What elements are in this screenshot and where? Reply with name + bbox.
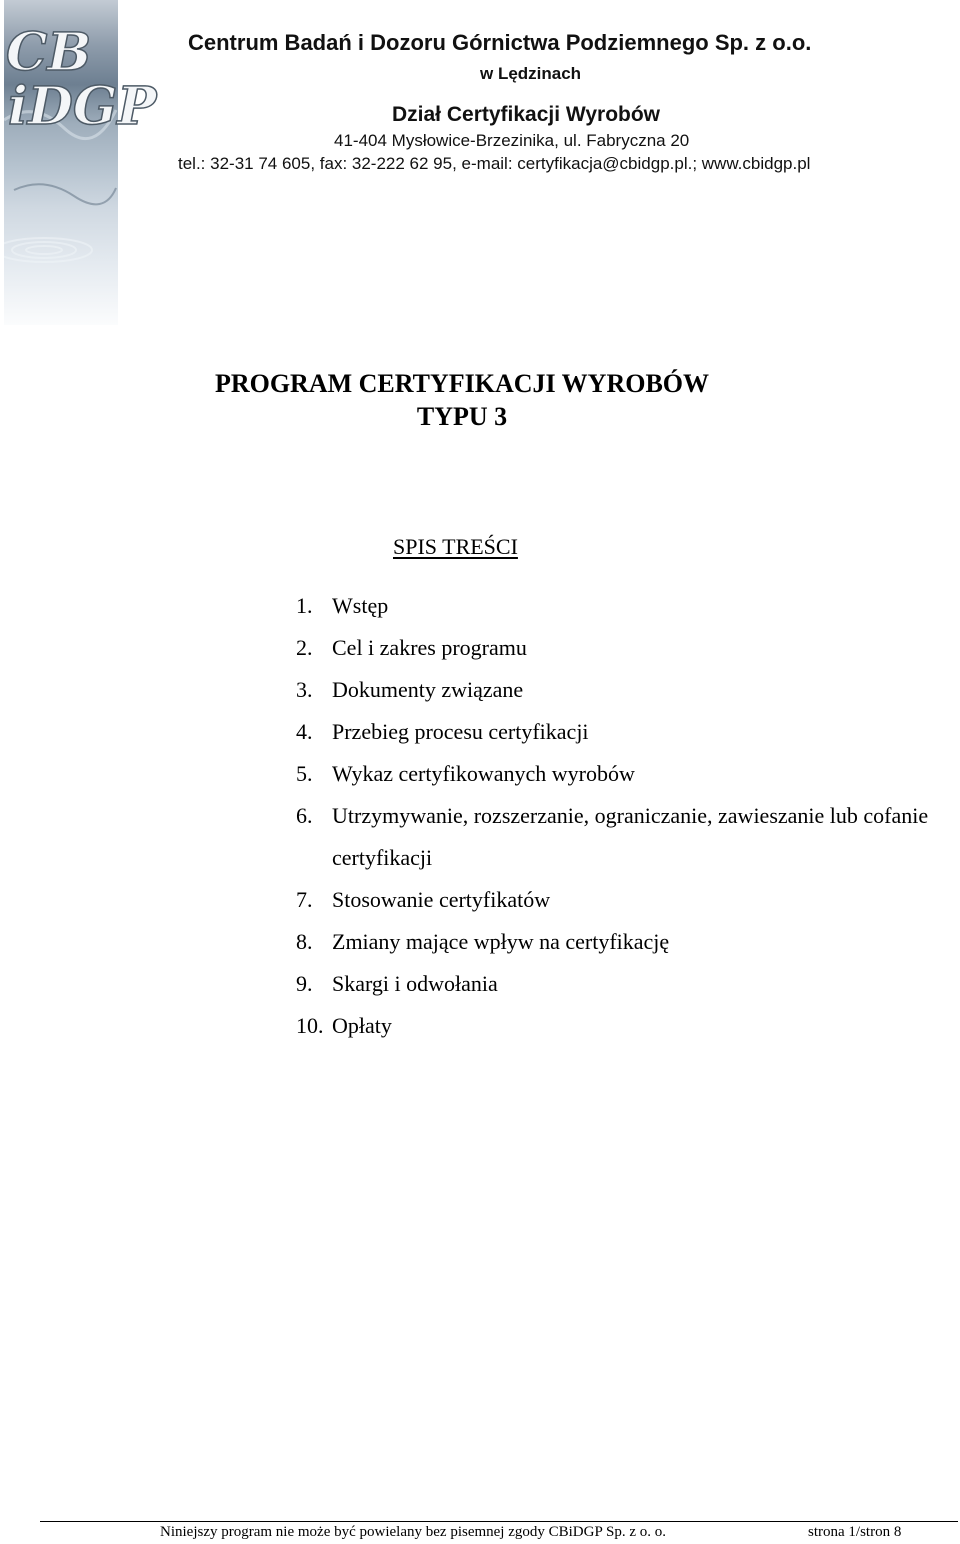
svg-text:iDGP: iDGP — [8, 76, 157, 132]
toc-item-number: 5. — [296, 761, 313, 786]
toc-item-text: Dokumenty związane — [332, 677, 524, 702]
footer-notice: Niniejszy program nie może być powielany bez pisemnej zgody CBiDGP Sp. z o. o. — [160, 1524, 667, 1540]
page-number: strona 1/stron 8 — [808, 1524, 902, 1540]
toc-item-number: 4. — [296, 719, 313, 744]
toc-item-text: Skargi i odwołania — [332, 971, 498, 996]
toc-item — [296, 879, 936, 921]
company-name: Centrum Badań i Dozoru Górnictwa Podziemnego Sp. z o.o. — [188, 30, 812, 55]
document-subtitle: TYPU 3 — [416, 402, 508, 431]
toc-heading: SPIS TREŚCI — [393, 534, 518, 559]
toc-item-text: Opłaty — [332, 1013, 392, 1038]
toc-item — [296, 963, 936, 1005]
company-location: w Lędzinach — [480, 64, 582, 83]
toc-item-number: 3. — [296, 677, 313, 702]
toc-item — [296, 711, 936, 753]
toc-item — [296, 795, 936, 879]
toc-item-text: Zmiany mające wpływ na certyfikację — [332, 929, 670, 954]
toc-item-number: 7. — [296, 887, 313, 912]
toc-item-number: 6. — [296, 803, 313, 828]
department-name: Dział Certyfikacji Wyrobów — [392, 103, 661, 126]
table-of-contents — [296, 585, 936, 1047]
contact-info: tel.: 32-31 74 605, fax: 32-222 62 95, e-mail: certyfikacja@cbidgp.pl.; www.cbidgp.pl — [178, 154, 811, 173]
toc-item-number: 1. — [296, 593, 313, 618]
toc-item-text: Wykaz certyfikowanych wyrobów — [332, 761, 635, 786]
cbidgp-logo — [6, 22, 181, 132]
toc-item — [296, 1005, 936, 1047]
toc-item-number: 2. — [296, 635, 313, 660]
toc-item-text: Stosowanie certyfikatów — [332, 887, 551, 912]
toc-item-text: Cel i zakres programu — [332, 635, 527, 660]
toc-item — [296, 753, 936, 795]
toc-item — [296, 627, 936, 669]
department-address: 41-404 Mysłowice-Brzezinika, ul. Fabryczna 20 — [334, 131, 690, 150]
toc-item — [296, 921, 936, 963]
toc-item-text: Utrzymywanie, rozszerzanie, ograniczanie, zawieszanie lub cofanie certyfikacji — [332, 803, 929, 870]
document-title: PROGRAM CERTYFIKACJI WYROBÓW — [214, 369, 710, 398]
toc-item-text: Przebieg procesu certyfikacji — [332, 719, 589, 744]
footer-divider — [40, 1521, 958, 1522]
toc-item-number: 8. — [296, 929, 313, 954]
toc-item-text: Wstęp — [332, 593, 389, 618]
toc-item-number: 9. — [296, 971, 313, 996]
toc-item — [296, 585, 936, 627]
svg-text:CB: CB — [6, 22, 92, 83]
toc-item — [296, 669, 936, 711]
toc-item-number: 10. — [296, 1013, 324, 1038]
